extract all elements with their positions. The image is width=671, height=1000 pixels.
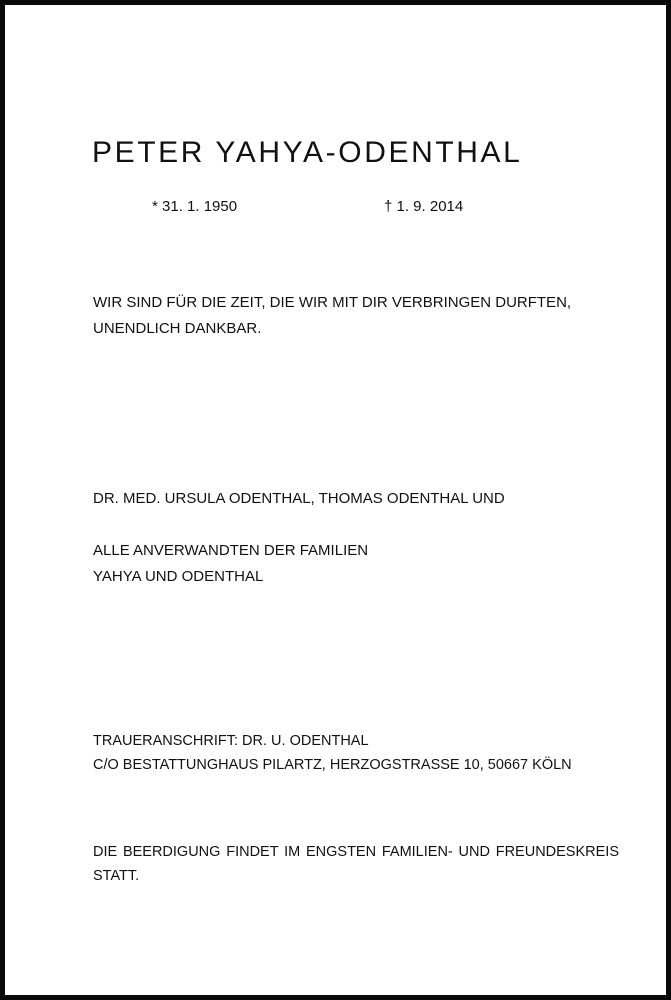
notice-line: DIE BEERDIGUNG FINDET IM ENGSTEN FAMILIEN- UND FREUNDESKREIS [93, 844, 619, 860]
address-line: C/O BESTATTUNGHAUS PILARTZ, HERZOGSTRASSE 10, 50667 KÖLN [93, 757, 572, 773]
birth-date: * 31. 1. 1950 [152, 198, 238, 215]
funeral-notice [93, 840, 619, 888]
deceased-name: PETER YAHYA-ODENTHAL [92, 136, 523, 169]
gratitude-quote [93, 290, 571, 342]
mourning-address [93, 729, 572, 777]
relatives-line: ALLE ANVERWANDTEN DER FAMILIEN [93, 542, 369, 559]
mourners-names [93, 486, 505, 512]
quote-line: WIR SIND FÜR DIE ZEIT, DIE WIR MIT DIR VERBRINGEN DURFTEN, [93, 294, 572, 311]
quote-line: UNENDLICH DANKBAR. [93, 320, 262, 337]
relatives-line: YAHYA UND ODENTHAL [93, 568, 264, 585]
mourners-line: DR. MED. URSULA ODENTHAL, THOMAS ODENTHAL UND [93, 490, 505, 507]
notice-line: STATT. [93, 868, 140, 884]
mourners-relatives [93, 538, 368, 590]
address-line: TRAUERANSCHRIFT: DR. U. ODENTHAL [93, 733, 369, 749]
death-date: † 1. 9. 2014 [384, 198, 464, 215]
